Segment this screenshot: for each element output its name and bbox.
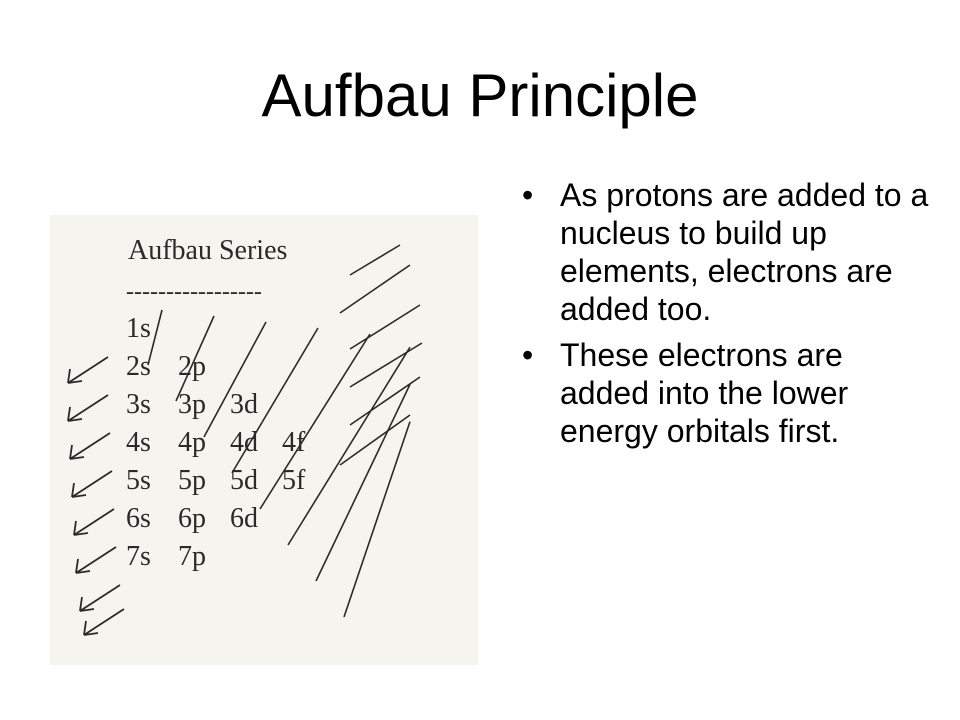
arrow-down-left-icon	[84, 609, 124, 635]
diagram-heading: Aufbau Series	[128, 235, 288, 266]
orbital-label-3p: 3p	[178, 389, 206, 420]
orbital-label-5s: 5s	[126, 465, 151, 496]
orbital-label-2s: 2s	[126, 351, 151, 382]
bullet-dot-icon: •	[522, 177, 534, 213]
orbital-label-7p: 7p	[178, 541, 206, 572]
orbital-label-6d: 6d	[230, 503, 258, 534]
diagonal-arrows	[68, 357, 124, 635]
orbital-label-3d: 3d	[230, 389, 258, 420]
diagonal-line	[350, 245, 400, 275]
bullet-dot-icon: •	[522, 337, 534, 373]
orbital-label-4s: 4s	[126, 427, 151, 458]
orbital-label-4d: 4d	[230, 427, 258, 458]
slide-title: Aufbau Principle	[261, 62, 699, 129]
orbital-label-1s: 1s	[126, 313, 151, 344]
orbital-label-4f: 4f	[282, 427, 306, 458]
orbital-label-6s: 6s	[126, 503, 151, 534]
orbital-label-6p: 6p	[178, 503, 206, 534]
diagonal-line	[340, 265, 410, 313]
bullet-text: These electrons are added into the lower energy orbitals first.	[560, 337, 849, 449]
diagonal-line	[350, 377, 420, 425]
orbital-label-5d: 5d	[230, 465, 258, 496]
bullet-text: As protons are added to a nucleus to build up elements, electrons are added too.	[560, 177, 929, 327]
orbital-label-5p: 5p	[178, 465, 206, 496]
aufbau-diagram-svg	[50, 215, 478, 665]
diagonal-line	[260, 334, 370, 509]
arrow-down-left-icon	[76, 547, 116, 573]
orbital-label-3s: 3s	[126, 389, 151, 420]
orbital-labels	[126, 313, 306, 572]
aufbau-diagram-image	[50, 215, 478, 665]
arrow-down-left-icon	[68, 395, 108, 421]
bullet-list	[522, 176, 932, 458]
bullet-item	[522, 336, 932, 450]
arrow-down-left-icon	[74, 509, 114, 535]
diagonal-line	[288, 347, 410, 545]
arrow-down-left-icon	[72, 471, 112, 497]
arrow-down-left-icon	[70, 433, 110, 459]
orbital-label-4p: 4p	[178, 427, 206, 458]
diagonal-line	[316, 384, 410, 581]
bullet-item	[522, 176, 932, 328]
arrow-down-left-icon	[80, 585, 120, 611]
orbital-label-2p: 2p	[178, 351, 206, 382]
orbital-label-7s: 7s	[126, 541, 151, 572]
diagonal-line	[350, 305, 420, 349]
diagonal-line	[344, 422, 410, 617]
diagram-dash-line: -----------------	[126, 279, 262, 305]
orbital-label-5f: 5f	[282, 465, 306, 496]
arrow-down-left-icon	[68, 357, 108, 383]
